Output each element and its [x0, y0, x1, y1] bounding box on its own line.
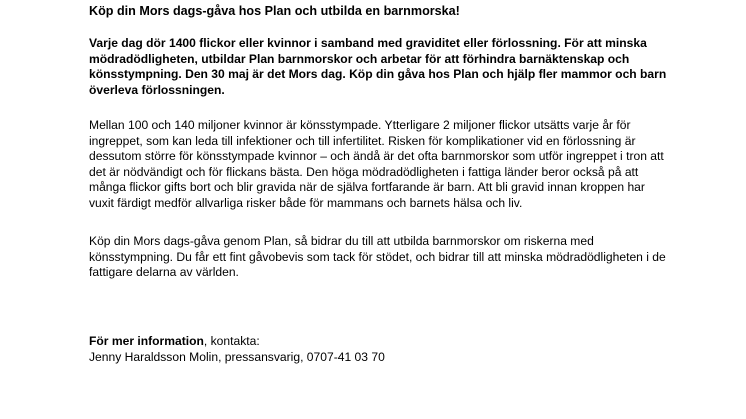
contact-person: Jenny Haraldsson Molin, pressansvarig, 0707-41 03 70	[89, 349, 385, 364]
body-paragraph-2: Köp din Mors dags-gåva genom Plan, så bidrar du till att utbilda barnmorskor om riskerna med könsstympning. Du får ett fint gåvobevis som tack för stödet, och bidrar till att minska mödradödligheten i de fattigare delarna av världen.	[89, 234, 666, 280]
contact-block	[89, 334, 669, 365]
contact-suffix: , kontakta:	[203, 334, 260, 348]
page-title: Köp din Mors dags-gåva hos Plan och utbilda en barnmorska!	[89, 4, 460, 18]
contact-line	[89, 334, 669, 350]
contact-label: För mer information	[89, 334, 204, 348]
body-paragraph-1: Mellan 100 och 140 miljoner kvinnor är könsstympade. Ytterligare 2 miljoner flickor utsätts varje år för ingreppet, som kan leda till infektioner och till infertilitet. Risken för komplikationer vid en förlossning är dessutom större för könsstympade kvinnor – och ändå är det ofta barnmorskor som utför ingreppet i tron att det är nödvändigt och för flickans bästa. Den höga mödradödligheten i fattiga länder beror också på att många flickor gifts bort och blir gravida när de själva fortfarande är barn. Att bli gravid innan kroppen har vuxit färdigt medför allvarliga risker både för mammans och barnets hälsa och liv.	[89, 118, 664, 210]
lead-paragraph: Varje dag dör 1400 flickor eller kvinnor i samband med graviditet eller förlossning. För att minska mödradödligheten, utbildar Plan barnmorskor och arbetar för att förhindra barnäktenskap och könsstympning. Den 30 maj är det Mors dag. Köp din gåva hos Plan och hjälp fler mammor och barn överleva förlossningen.	[89, 36, 667, 97]
